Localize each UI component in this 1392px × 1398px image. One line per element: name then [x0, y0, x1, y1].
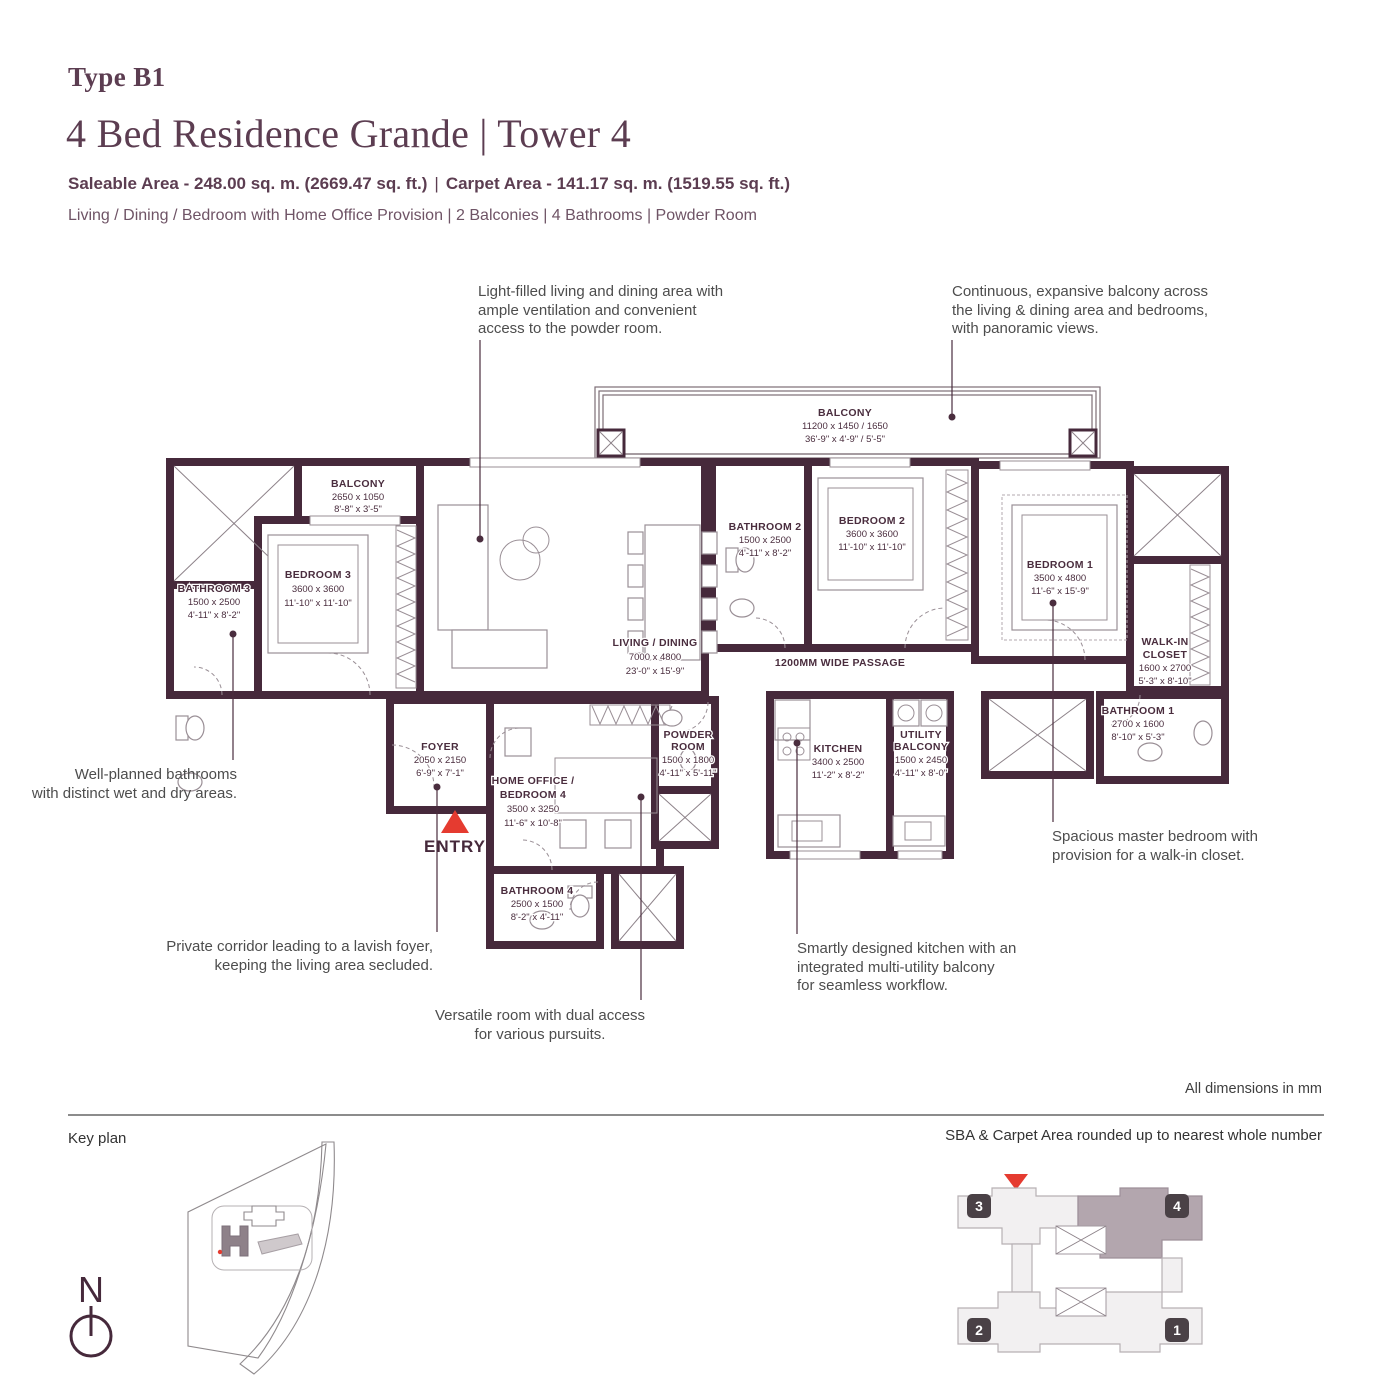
svg-text:3400 x 2500: 3400 x 2500 [811, 757, 865, 768]
annotation-balcony: Continuous, expansive balcony across the living & dining area and bedrooms, with panoramic views. [952, 283, 1208, 337]
svg-text:BEDROOM 4: BEDROOM 4 [499, 789, 567, 801]
svg-text:1500 x 1800: 1500 x 1800 [661, 755, 715, 766]
unit-type-label: Type B1 [68, 62, 166, 92]
key-plan-label: Key plan [68, 1130, 127, 1147]
svg-text:6'-9" x 7'-1": 6'-9" x 7'-1" [416, 768, 464, 779]
svg-text:BALCONY: BALCONY [330, 478, 386, 490]
svg-text:LIVING / DINING: LIVING / DINING [612, 637, 698, 649]
svg-text:KITCHEN: KITCHEN [813, 743, 863, 755]
svg-text:11'-10" x 11'-10": 11'-10" x 11'-10" [284, 598, 352, 609]
svg-text:3600 x 3600: 3600 x 3600 [845, 529, 899, 540]
tower-badge-4 [1165, 1194, 1189, 1218]
svg-text:2050 x 2150: 2050 x 2150 [413, 755, 467, 766]
label-bathroom-4 [501, 885, 574, 923]
features-line: Living / Dining / Bedroom with Home Office Provision | 2 Balconies | 4 Bathrooms | Powder Room [68, 207, 757, 224]
svg-text:BATHROOM 1: BATHROOM 1 [1101, 705, 1175, 717]
entry-marker [424, 810, 486, 856]
footer-divider [68, 1114, 1324, 1116]
sba-note: SBA & Carpet Area rounded up to nearest whole number [945, 1127, 1322, 1144]
annotation-kitchen: Smartly designed kitchen with an integrated multi-utility balcony for seamless workflow. [797, 940, 1017, 994]
annotation-corridor: Private corridor leading to a lavish foyer, keeping the living area secluded. [166, 938, 433, 974]
svg-text:11'-10" x 11'-10": 11'-10" x 11'-10" [838, 542, 906, 553]
saleable-area: Saleable Area - 248.00 sq. m. (2669.47 sq. ft.) [68, 174, 428, 193]
svg-text:3500 x 3250: 3500 x 3250 [506, 804, 560, 815]
label-balcony-main [802, 407, 888, 445]
svg-text:BATHROOM 2: BATHROOM 2 [728, 521, 802, 533]
svg-text:BALCONY: BALCONY [893, 741, 949, 753]
svg-text:8'-8" x 3'-5": 8'-8" x 3'-5" [334, 504, 382, 515]
svg-text:1500 x 2500: 1500 x 2500 [738, 535, 792, 546]
svg-text:8'-10" x 5'-3": 8'-10" x 5'-3" [1111, 732, 1165, 743]
svg-text:BATHROOM 3: BATHROOM 3 [177, 583, 251, 595]
svg-text:POWDER: POWDER [663, 729, 713, 741]
svg-text:1500 x 2450: 1500 x 2450 [894, 755, 948, 766]
svg-text:FOYER: FOYER [421, 741, 459, 753]
svg-text:3: 3 [975, 1198, 983, 1214]
svg-text:11'-2" x 8'-2": 11'-2" x 8'-2" [811, 770, 865, 781]
page-title: 4 Bed Residence Grande | Tower 4 [66, 111, 632, 156]
highlighted-building [222, 1226, 248, 1256]
svg-text:1200MM WIDE PASSAGE: 1200MM WIDE PASSAGE [774, 657, 906, 669]
label-foyer [414, 741, 466, 779]
label-bedroom-3 [284, 569, 352, 609]
site-key-plan [188, 1142, 334, 1374]
annotation-bathrooms: Well-planned bathrooms with distinct wet and dry areas. [31, 766, 237, 802]
carpet-area: Carpet Area - 141.17 sq. m. (1519.55 sq. ft.) [445, 174, 791, 193]
svg-text:4'-11" x 8'-2": 4'-11" x 8'-2" [738, 548, 792, 559]
svg-text:WALK-IN: WALK-IN [1141, 636, 1189, 648]
label-bathroom-3 [178, 583, 251, 621]
svg-text:CLOSET: CLOSET [1142, 649, 1188, 661]
svg-text:1: 1 [1173, 1322, 1181, 1338]
svg-text:UTILITY: UTILITY [900, 729, 942, 741]
svg-text:2650 x 1050: 2650 x 1050 [331, 492, 385, 503]
dimensions-note: All dimensions in mm [1185, 1081, 1322, 1097]
svg-text:2500 x 1500: 2500 x 1500 [510, 899, 564, 910]
svg-text:4: 4 [1173, 1198, 1181, 1214]
label-passage [775, 657, 905, 669]
tower-badge-2 [967, 1318, 991, 1342]
tower-badge-3 [967, 1194, 991, 1218]
svg-text:11200 x 1450 / 1650: 11200 x 1450 / 1650 [802, 421, 888, 432]
annotation-master-bedroom: Spacious master bedroom with provision for a walk-in closet. [1052, 828, 1258, 864]
svg-text:3600 x 3600: 3600 x 3600 [291, 584, 345, 595]
svg-text:1500 x 2500: 1500 x 2500 [187, 597, 241, 608]
svg-text:ROOM: ROOM [671, 741, 705, 753]
svg-text:2: 2 [975, 1322, 983, 1338]
annotation-living: Light-filled living and dining area with ample ventilation and convenient access to the powder room. [478, 283, 724, 337]
svg-text:11'-6" x 15'-9": 11'-6" x 15'-9" [1031, 586, 1089, 597]
svg-text:3500 x 4800: 3500 x 4800 [1033, 573, 1087, 584]
tower-key-plan [958, 1174, 1202, 1352]
label-bathroom-1 [1102, 705, 1175, 743]
svg-text:ENTRY: ENTRY [424, 837, 486, 856]
svg-text:4'-11" x 8'-0": 4'-11" x 8'-0" [894, 768, 948, 779]
svg-text:2700 x 1600: 2700 x 1600 [1111, 719, 1165, 730]
svg-text:BATHROOM 4: BATHROOM 4 [500, 885, 574, 897]
annotation-versatile-room: Versatile room with dual access for various pursuits. [434, 1007, 646, 1043]
area-divider: | [434, 174, 439, 193]
label-bedroom-2 [838, 515, 906, 553]
svg-text:N: N [78, 1269, 104, 1310]
svg-text:BEDROOM 3: BEDROOM 3 [284, 569, 352, 581]
svg-text:4'-11" x 5'-11": 4'-11" x 5'-11" [659, 768, 717, 779]
svg-text:36'-9" x 4'-9" / 5'-5": 36'-9" x 4'-9" / 5'-5" [805, 434, 885, 445]
svg-text:BEDROOM 2: BEDROOM 2 [838, 515, 906, 527]
svg-text:BEDROOM 1: BEDROOM 1 [1026, 559, 1094, 571]
svg-text:4'-11" x 8'-2": 4'-11" x 8'-2" [187, 610, 241, 621]
label-bathroom-2 [729, 521, 802, 559]
label-kitchen [812, 743, 864, 781]
tower-badge-1 [1165, 1318, 1189, 1342]
label-balcony-3 [331, 478, 385, 515]
svg-text:11'-6" x 10'-8": 11'-6" x 10'-8" [504, 818, 562, 829]
svg-text:23'-0" x 15'-9": 23'-0" x 15'-9" [625, 666, 685, 677]
svg-text:HOME OFFICE /: HOME OFFICE / [491, 775, 575, 787]
svg-text:1600 x 2700: 1600 x 2700 [1138, 663, 1192, 674]
svg-text:BALCONY: BALCONY [817, 407, 873, 419]
north-compass [71, 1269, 111, 1356]
svg-text:7000 x 4800: 7000 x 4800 [628, 652, 682, 663]
svg-text:8'-2" x 4'-11": 8'-2" x 4'-11" [510, 912, 564, 923]
label-bedroom-1 [1027, 559, 1093, 597]
svg-text:5'-3" x 8'-10": 5'-3" x 8'-10" [1138, 676, 1192, 687]
